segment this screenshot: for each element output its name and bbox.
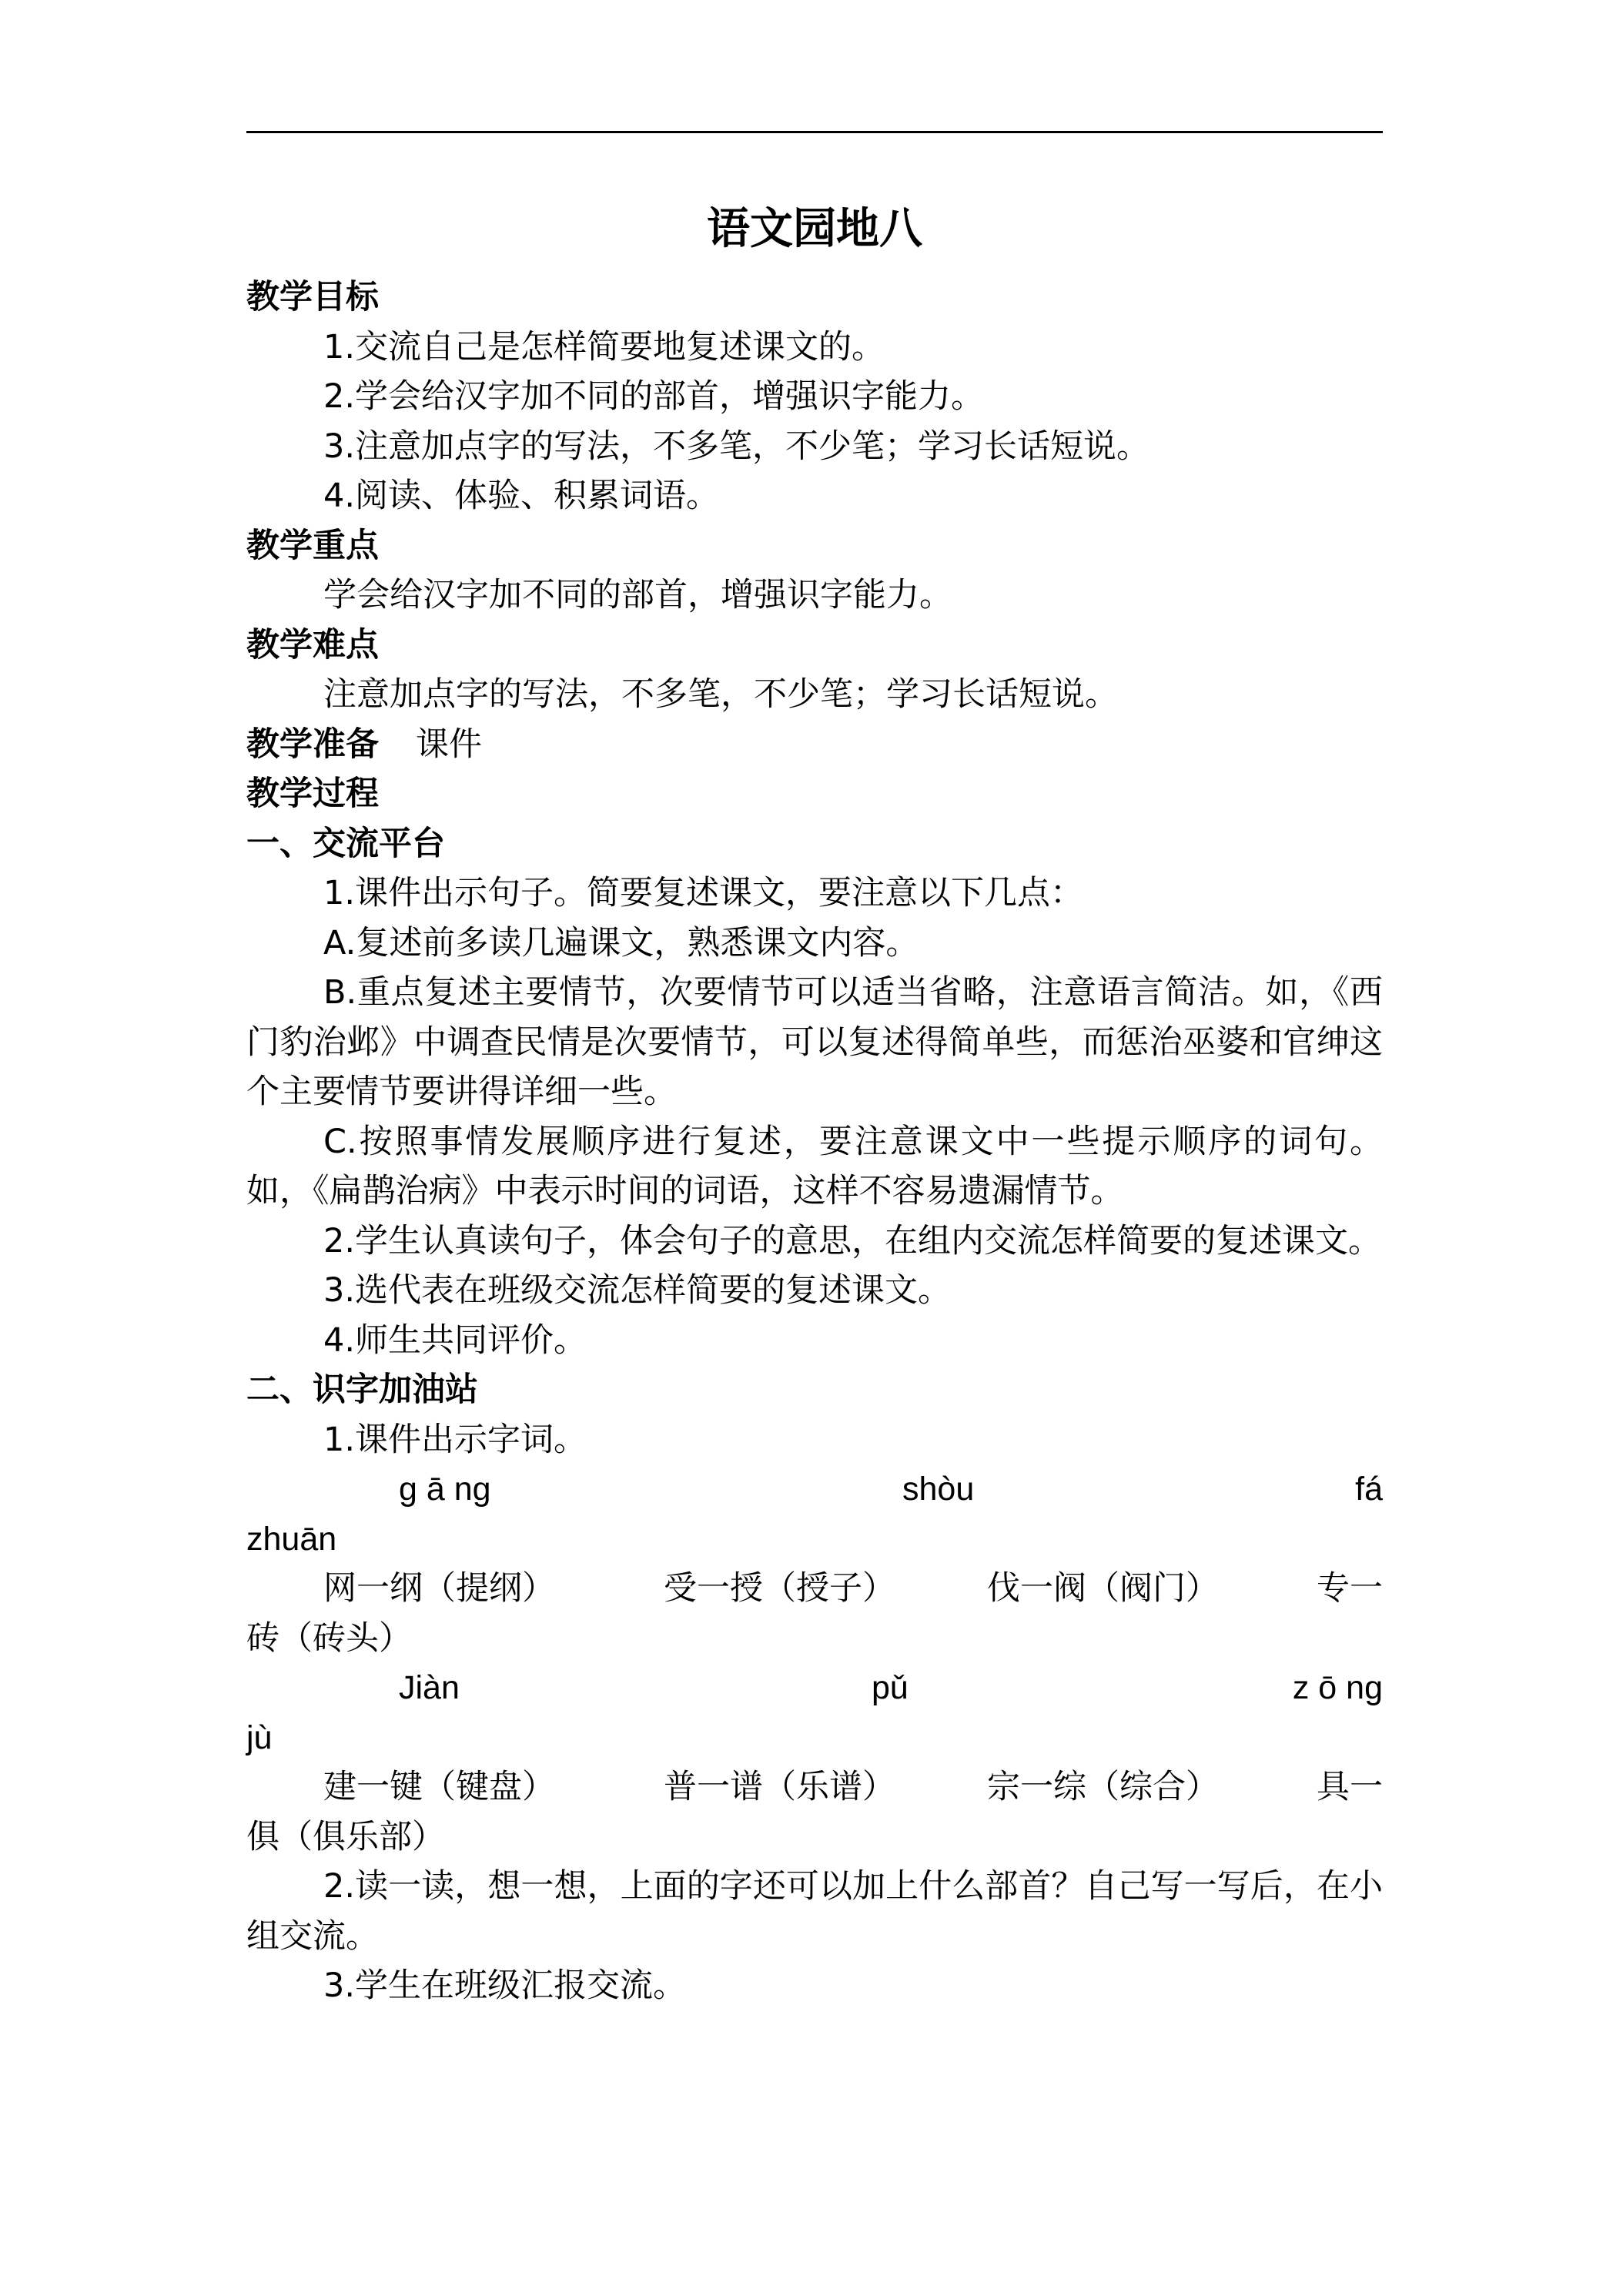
word-row bbox=[246, 1762, 1383, 1812]
word-pair: 普一谱（乐谱） bbox=[664, 1768, 895, 1806]
pinyin-text: Jiàn bbox=[399, 1669, 460, 1706]
pinyin-text: pǔ bbox=[872, 1669, 909, 1706]
section1-paragraph: A.复述前多读几遍课文，熟悉课文内容。 bbox=[323, 923, 919, 962]
pinyin-text: fá bbox=[1355, 1471, 1383, 1508]
preparation-heading: 教学准备 bbox=[246, 725, 379, 764]
section1-paragraph: 3.选代表在班级交流怎样简要的复述课文。 bbox=[323, 1271, 952, 1310]
word-pair: 受一授（授子） bbox=[664, 1569, 895, 1608]
pinyin-text: zhuān bbox=[246, 1520, 337, 1558]
section1-paragraph: B.重点复述主要情节，次要情节可以适当省略，注意语言简洁。如，《西门豹治邺》中调查民情是次要情节，可以复述得简单些，而惩治巫婆和官绅这个主要情节要讲得详细一些。 bbox=[246, 973, 1383, 1111]
word-pair: 砖（砖头） bbox=[246, 1618, 412, 1658]
difficulty-text: 注意加点字的写法，不多笔，不少笔；学习长话短说。 bbox=[323, 675, 1118, 714]
word-pair: 建一键（键盘） bbox=[323, 1768, 555, 1806]
word-pair: 伐一阀（阀门） bbox=[987, 1569, 1219, 1608]
section2-paragraph: 1.课件出示字词。 bbox=[323, 1420, 587, 1459]
word-pair: 网一纲（提纲） bbox=[323, 1569, 555, 1608]
key-point-heading: 教学重点 bbox=[246, 526, 379, 565]
pinyin-text: z ō ng bbox=[1292, 1669, 1383, 1706]
objective-item: 2.学会给汉字加不同的部首，增强识字能力。 bbox=[323, 377, 985, 416]
difficulty-heading: 教学难点 bbox=[246, 625, 379, 664]
objective-item: 1.交流自己是怎样简要地复述课文的。 bbox=[323, 327, 885, 366]
section2-paragraph: 3.学生在班级汇报交流。 bbox=[323, 1966, 687, 2005]
pinyin-row bbox=[246, 1663, 1383, 1713]
pinyin-text: g ā ng bbox=[399, 1471, 491, 1508]
document-body bbox=[246, 189, 1383, 2011]
objective-item: 4.阅读、体验、积累词语。 bbox=[323, 477, 720, 515]
objectives-heading: 教学目标 bbox=[246, 278, 379, 316]
section1-paragraph: 2.学生认真读句子，体会句子的意思，在组内交流怎样简要的复述课文。 bbox=[323, 1221, 1382, 1260]
preparation-value: 课件 bbox=[416, 725, 482, 764]
word-row bbox=[246, 1564, 1383, 1614]
pinyin-row bbox=[246, 1464, 1383, 1514]
word-pair: 专一 bbox=[1317, 1569, 1383, 1608]
page-title: 语文园地八 bbox=[707, 204, 922, 254]
preparation-row bbox=[246, 720, 1383, 770]
objective-item: 3.注意加点字的写法，不多笔，不少笔；学习长话短说。 bbox=[323, 427, 1150, 466]
word-pair: 具一 bbox=[1317, 1768, 1383, 1806]
pinyin-text: jù bbox=[246, 1719, 273, 1756]
section1-heading: 一、交流平台 bbox=[246, 824, 445, 863]
word-pair: 宗一综（综合） bbox=[987, 1768, 1219, 1806]
section1-paragraph: C.按照事情发展顺序进行复述，要注意课文中一些提示顺序的词句。如，《扁鹊治病》中表示时间的词语，这样不容易遗漏情节。 bbox=[246, 1122, 1383, 1210]
key-point-text: 学会给汉字加不同的部首，增强识字能力。 bbox=[323, 576, 952, 614]
word-pair: 俱（俱乐部） bbox=[246, 1817, 445, 1856]
process-heading: 教学过程 bbox=[246, 775, 379, 813]
section1-paragraph: 1.课件出示句子。简要复述课文，要注意以下几点： bbox=[323, 874, 1084, 912]
header-rule bbox=[246, 131, 1383, 133]
section2-paragraph: 2.读一读，想一想，上面的字还可以加上什么部首？自己写一写后，在小组交流。 bbox=[246, 1867, 1383, 1956]
section1-paragraph: 4.师生共同评价。 bbox=[323, 1320, 587, 1360]
pinyin-text: shòu bbox=[902, 1471, 975, 1508]
section2-heading: 二、识字加油站 bbox=[246, 1371, 478, 1409]
